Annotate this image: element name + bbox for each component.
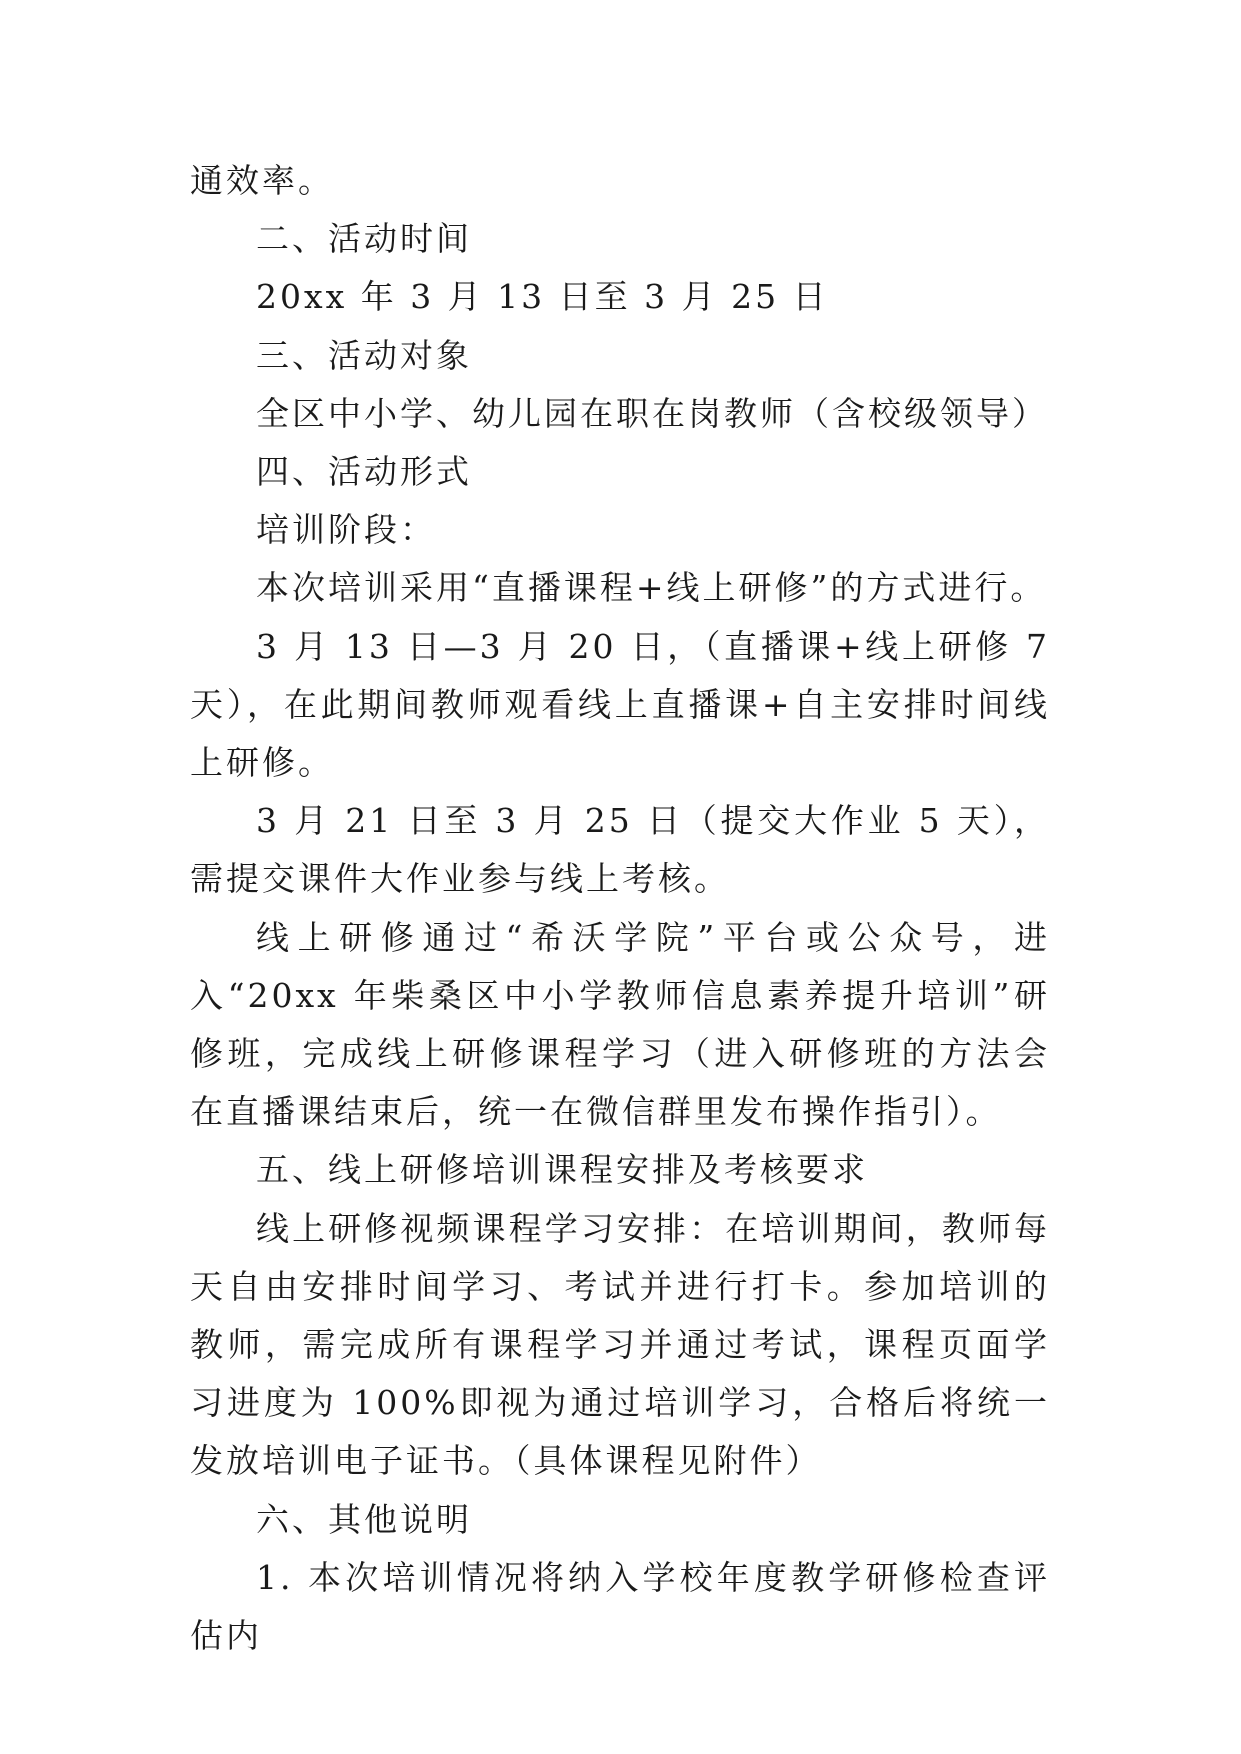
paragraph-5: 全区中小学、幼儿园在职在岗教师（含校级领导） — [256, 393, 1048, 433]
section-heading-curriculum: 五、线上研修培训课程安排及考核要求 — [256, 1150, 868, 1190]
paragraph-8: 本次培训采用“直播课程+线上研修”的方式进行。 — [256, 568, 1047, 608]
document-body — [190, 152, 1050, 1665]
paragraph-15: 1. 本次培训情况将纳入学校年度教学研修检查评估内 — [190, 1557, 1050, 1656]
paragraph-10: 3 月 21 日至 3 月 25 日（提交大作业 5 天），需提交课件大作业参与线上考核。 — [190, 801, 1050, 899]
section-heading-notes: 六、其他说明 — [256, 1499, 472, 1539]
section-heading-format: 四、活动形式 — [256, 452, 472, 492]
section-heading-audience: 三、活动对象 — [256, 335, 472, 375]
paragraph-7: 培训阶段： — [256, 510, 436, 550]
paragraph-11: 线上研修通过“希沃学院”平台或公众号，进入“20xx 年柴桑区中小学教师信息素养提升培训”研修班，完成线上研修课程学习（进入研修班的方法会在直播课结束后，统一在微信群里发布操作指引）。 — [190, 917, 1050, 1132]
paragraph-9: 3 月 13 日—3 月 20 日，（直播课+线上研修 7 天），在此期间教师观看线上直播课+自主安排时间线上研修。 — [190, 626, 1050, 783]
paragraph-13: 线上研修视频课程学习安排：在培训期间，教师每天自由安排时间学习、考试并进行打卡。参加培训的教师，需完成所有课程学习并通过考试，课程页面学习进度为 100%即视为通过培训学习，合格后将统一发放培训电子证书。（具体课程见附件） — [190, 1208, 1050, 1481]
paragraph-1: 通效率。 — [190, 161, 334, 200]
section-heading-time: 二、活动时间 — [256, 219, 472, 259]
paragraph-3: 20xx 年 3 月 13 日至 3 月 25 日 — [256, 277, 829, 317]
